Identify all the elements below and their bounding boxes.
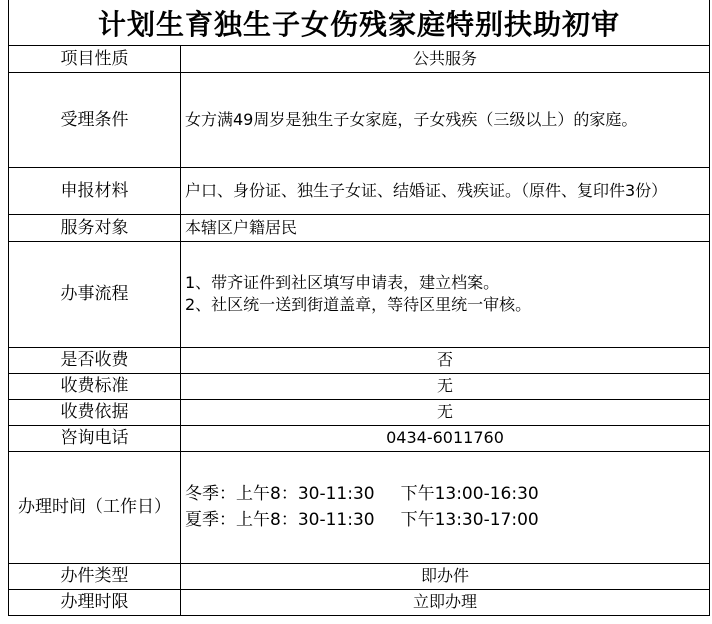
row-value: 户口、身份证、独生子女证、结婚证、残疾证。（原件、复印件3份）	[181, 167, 710, 214]
row-value: 本辖区户籍居民	[181, 214, 710, 241]
row-label: 办件类型	[9, 563, 181, 589]
table-row	[9, 167, 710, 214]
row-value: 无	[181, 399, 710, 425]
row-value: 立即办理	[181, 589, 710, 615]
season-label: 冬季：	[185, 484, 236, 504]
pm-hours: 下午13:00-16:30	[400, 484, 539, 504]
table-row	[9, 373, 710, 399]
row-value: 即办件	[181, 563, 710, 589]
row-label: 项目性质	[9, 46, 181, 72]
table-row	[9, 563, 710, 589]
table-row	[9, 214, 710, 241]
table-row	[9, 72, 710, 167]
winter-hours	[185, 481, 705, 507]
table-row	[9, 46, 710, 72]
process-step-1: 1、带齐证件到社区填写申请表，建立档案。	[185, 273, 500, 292]
row-label: 是否收费	[9, 347, 181, 373]
page-title: 计划生育独生子女伤残家庭特别扶助初审	[8, 0, 710, 46]
row-label: 服务对象	[9, 214, 181, 241]
row-label: 办理时限	[9, 589, 181, 615]
table-row	[9, 347, 710, 373]
form-sheet	[8, 0, 710, 616]
row-value: 女方满49周岁是独生子女家庭，子女残疾（三级以上）的家庭。	[181, 72, 710, 167]
summer-hours	[185, 507, 705, 533]
table-row	[9, 399, 710, 425]
row-value: 无	[181, 373, 710, 399]
season-label: 夏季：	[185, 510, 236, 530]
row-label: 收费依据	[9, 399, 181, 425]
row-label: 咨询电话	[9, 425, 181, 451]
row-label: 办事流程	[9, 241, 181, 347]
row-value: 公共服务	[181, 46, 710, 72]
table-row	[9, 425, 710, 451]
row-label: 申报材料	[9, 167, 181, 214]
row-label: 收费标准	[9, 373, 181, 399]
office-hours	[181, 451, 710, 563]
am-hours: 上午8：30-11:30	[236, 510, 375, 530]
table-row	[9, 589, 710, 615]
am-hours: 上午8：30-11:30	[236, 484, 375, 504]
row-value: 否	[181, 347, 710, 373]
row-value: 0434-6011760	[181, 425, 710, 451]
process-step-2: 2、社区统一送到街道盖章，等待区里统一审核。	[185, 295, 532, 314]
table-row	[9, 241, 710, 347]
row-value	[181, 241, 710, 347]
table-row	[9, 451, 710, 563]
row-label: 受理条件	[9, 72, 181, 167]
info-table	[8, 46, 710, 616]
row-label: 办理时间（工作日）	[9, 451, 181, 563]
pm-hours: 下午13:30-17:00	[400, 510, 539, 530]
